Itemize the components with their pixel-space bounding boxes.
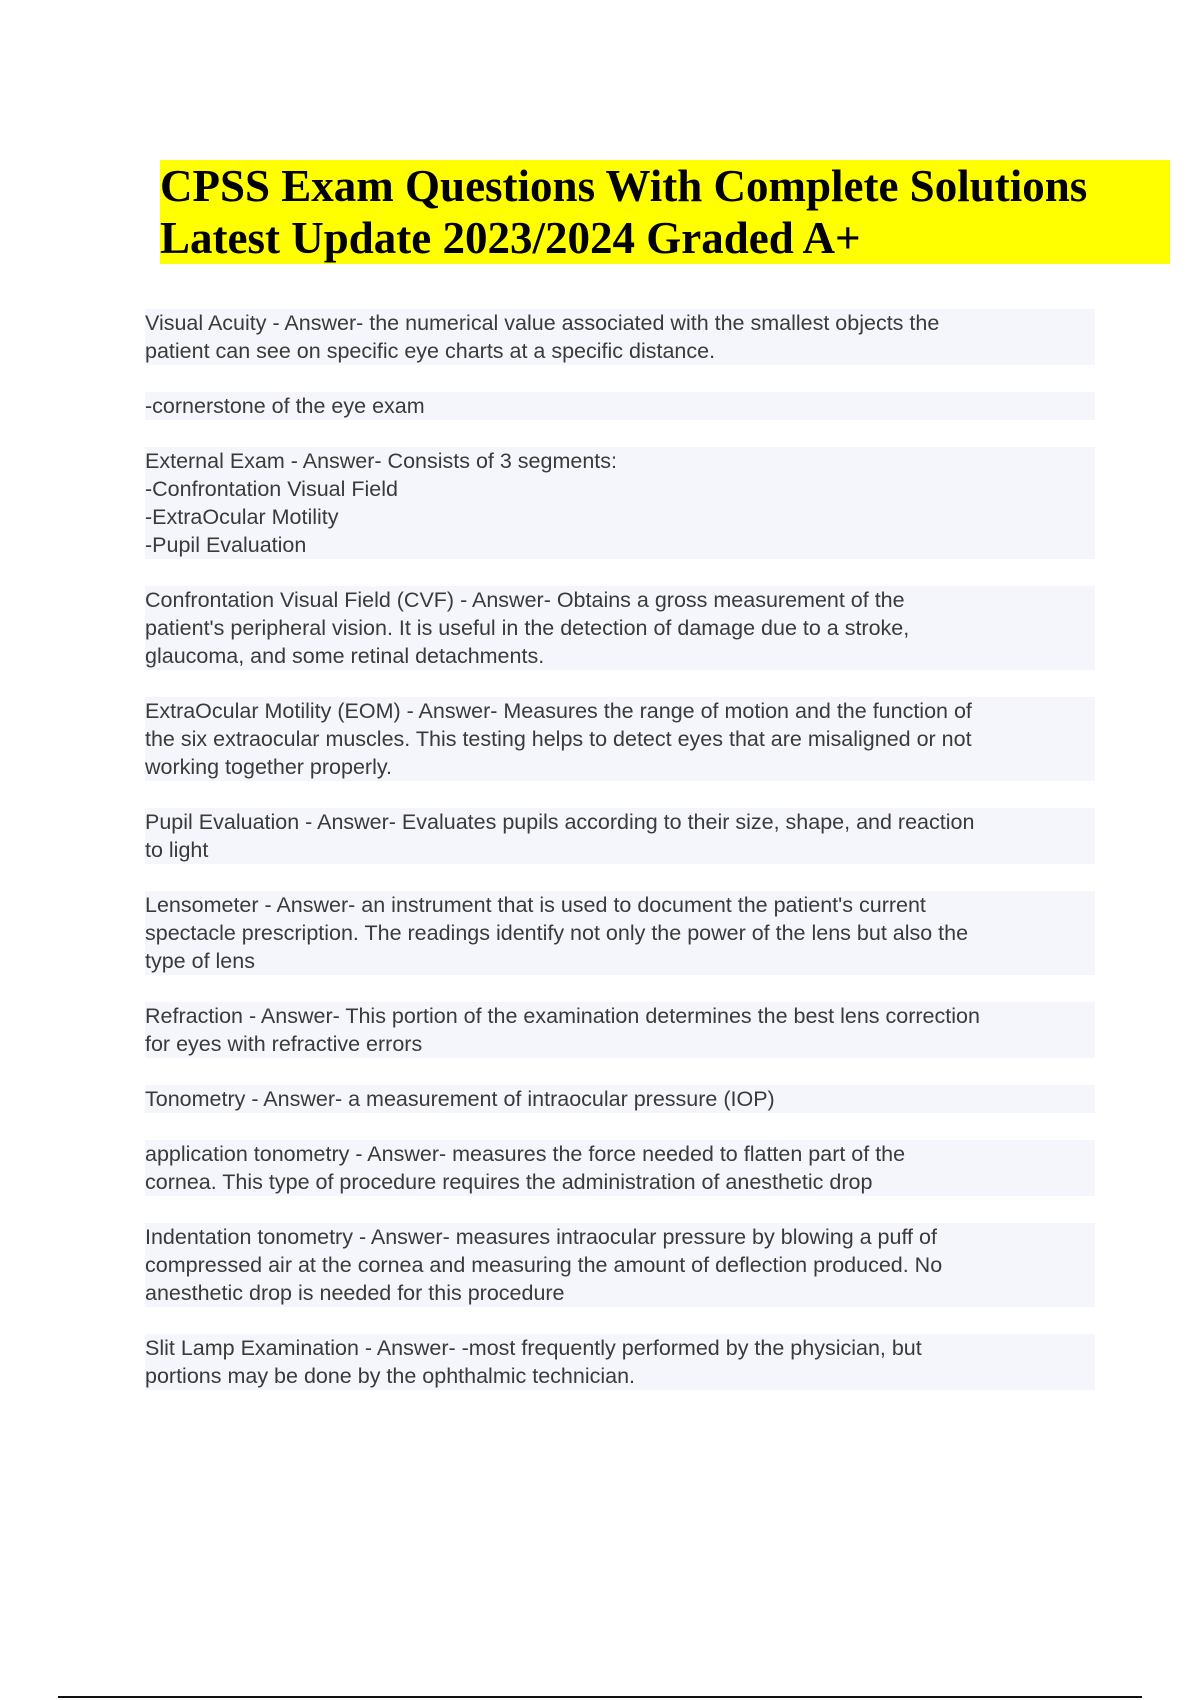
paragraph-line: for eyes with refractive errors	[145, 1030, 1095, 1058]
paragraph-line: portions may be done by the ophthalmic technician.	[145, 1362, 1095, 1390]
paragraph-line: spectacle prescription. The readings identify not only the power of the lens but also the	[145, 919, 1095, 947]
paragraph-line: type of lens	[145, 947, 1095, 975]
paragraph-line: the six extraocular muscles. This testing helps to detect eyes that are misaligned or not	[145, 725, 1095, 753]
paragraph-line: Slit Lamp Examination - Answer- -most frequently performed by the physician, but	[145, 1334, 1095, 1362]
paragraph-line: -ExtraOcular Motility	[145, 503, 1095, 531]
paragraph-line: Refraction - Answer- This portion of the examination determines the best lens correction	[145, 1002, 1095, 1030]
answer-paragraph	[145, 1140, 1095, 1196]
paragraph-line: Visual Acuity - Answer- the numerical value associated with the smallest objects the	[145, 309, 1095, 337]
paragraph-line: patient's peripheral vision. It is useful in the detection of damage due to a stroke,	[145, 614, 1095, 642]
page-bottom-rule	[58, 1696, 1142, 1698]
paragraph-line: Indentation tonometry - Answer- measures intraocular pressure by blowing a puff of	[145, 1223, 1095, 1251]
answer-paragraph	[145, 1334, 1095, 1390]
paragraph-line: patient can see on specific eye charts at a specific distance.	[145, 337, 1095, 365]
paragraph-line: to light	[145, 836, 1095, 864]
paragraph-line: -cornerstone of the eye exam	[145, 392, 1095, 420]
document-title	[160, 160, 1170, 264]
paragraph-line: -Pupil Evaluation	[145, 531, 1095, 559]
paragraph-line: cornea. This type of procedure requires the administration of anesthetic drop	[145, 1168, 1095, 1196]
answer-paragraph	[145, 1002, 1095, 1058]
answer-paragraph	[145, 808, 1095, 864]
answer-paragraph	[145, 392, 1095, 420]
answer-paragraph	[145, 1085, 1095, 1113]
paragraph-line: Tonometry - Answer- a measurement of intraocular pressure (IOP)	[145, 1085, 1095, 1113]
paragraph-line: application tonometry - Answer- measures the force needed to flatten part of the	[145, 1140, 1095, 1168]
paragraph-line: Lensometer - Answer- an instrument that is used to document the patient's current	[145, 891, 1095, 919]
answer-paragraph	[145, 586, 1095, 670]
paragraph-line: glaucoma, and some retinal detachments.	[145, 642, 1095, 670]
answer-paragraph	[145, 891, 1095, 975]
paragraph-line: External Exam - Answer- Consists of 3 segments:	[145, 447, 1095, 475]
title-line: Latest Update 2023/2024 Graded A+	[160, 212, 1170, 264]
document-body	[145, 309, 1095, 1417]
paragraph-line: -Confrontation Visual Field	[145, 475, 1095, 503]
paragraph-line: compressed air at the cornea and measuring the amount of deflection produced. No	[145, 1251, 1095, 1279]
answer-paragraph	[145, 697, 1095, 781]
answer-paragraph	[145, 309, 1095, 365]
paragraph-line: Pupil Evaluation - Answer- Evaluates pupils according to their size, shape, and reaction	[145, 808, 1095, 836]
answer-paragraph	[145, 447, 1095, 559]
title-line: CPSS Exam Questions With Complete Solutions	[160, 160, 1170, 212]
paragraph-line: working together properly.	[145, 753, 1095, 781]
paragraph-line: anesthetic drop is needed for this procedure	[145, 1279, 1095, 1307]
paragraph-line: ExtraOcular Motility (EOM) - Answer- Measures the range of motion and the function of	[145, 697, 1095, 725]
paragraph-line: Confrontation Visual Field (CVF) - Answer- Obtains a gross measurement of the	[145, 586, 1095, 614]
answer-paragraph	[145, 1223, 1095, 1307]
